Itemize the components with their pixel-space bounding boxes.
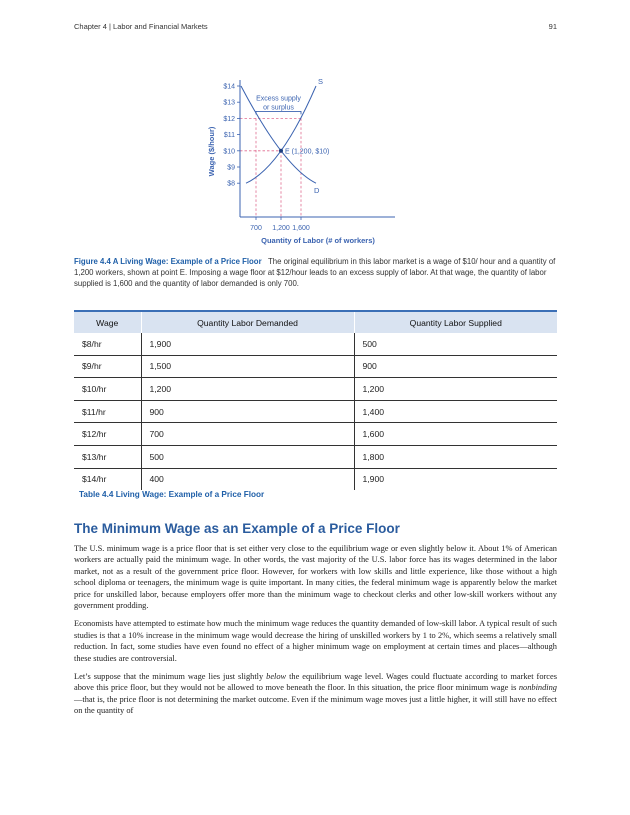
table-row (74, 378, 557, 401)
table-row (74, 333, 557, 355)
paragraph-text: the equilibrium wage level. Wages could fluctuate according to market forces above this price floor, but they would not be allowed to move beneath the floor. In this situation, the price floor minimum wage is (74, 672, 557, 693)
y-tick-label: $14 (223, 83, 235, 91)
table-cell-demanded: 1,900 (141, 333, 354, 355)
paragraph-text: Let’s suppose that the minimum wage lies just slightly (74, 672, 267, 682)
price-floor-chart (200, 72, 410, 252)
table-cell-supplied: 1,400 (354, 400, 557, 423)
table-cell-wage: $9/hr (74, 355, 141, 378)
page-number: 91 (548, 22, 557, 31)
table-cell-supplied: 1,800 (354, 445, 557, 468)
surplus-bracket (256, 111, 301, 114)
figure-caption-label: Figure 4.4 A Living Wage: Example of a Price Floor (74, 257, 262, 266)
table-cell-demanded: 1,500 (141, 355, 354, 378)
table-cell-demanded: 900 (141, 400, 354, 423)
table-caption: Table 4.4 Living Wage: Example of a Price Floor (79, 490, 265, 499)
demand-curve-label: D (314, 186, 320, 196)
surplus-annotation-line: Excess supply (256, 95, 301, 103)
table-cell-supplied: 1,600 (354, 423, 557, 446)
paragraph: Economists have attempted to estimate how much the minimum wage reduces the quantity demanded of low-skill labor. A typical result of such studies is that a 10% increase in the minimum wage would decrease the hiring of unskilled workers by 1 to 2%, which seems a relatively small reduction. In fact, some studies have even found no effect of a higher minimum wage on employment at certain times and places—although these studies are controversial. (74, 619, 557, 663)
y-tick-label: $8 (227, 180, 235, 188)
table-cell-supplied: 900 (354, 355, 557, 378)
surplus-annotation-line: or surplus (263, 104, 294, 112)
y-tick-label: $13 (223, 99, 235, 107)
figure-caption (74, 256, 557, 289)
table-cell-supplied: 1,200 (354, 378, 557, 401)
table-cell-wage: $14/hr (82, 474, 107, 485)
supply-curve-label: S (318, 77, 324, 86)
x-tick-label: 1,200 (272, 225, 290, 232)
x-axis-title: Quantity of Labor (# of workers) (261, 236, 375, 245)
y-tick-label: $12 (223, 115, 235, 123)
section-title: The Minimum Wage as an Example of a Price Floor (74, 521, 400, 536)
section-body (74, 543, 557, 724)
emphasis-nonbinding: nonbinding (518, 683, 557, 693)
table-row (74, 400, 557, 423)
table-row (74, 355, 557, 378)
table-header-row (74, 311, 557, 333)
table-header-demanded: Quantity Labor Demanded (141, 311, 354, 333)
table-cell-wage: $13/hr (74, 445, 141, 468)
table-cell-demanded: 500 (141, 445, 354, 468)
table-cell-wage: $8/hr (74, 333, 141, 355)
emphasis-below: below (266, 672, 287, 682)
surplus-annotation (256, 95, 301, 111)
table-row (74, 468, 557, 490)
paragraph: The U.S. minimum wage is a price floor that is set either very close to the equilibrium wage or even slightly below it. About 1% of American workers are actually paid the minimum wage. In other words, the vast majority of the U.S. labor force has its wages determined in the labor market, not as a result of the government price floor. However, for workers with low skills and little experience, like those without a high school diploma or teenagers, the minimum wage is quite important. In many cities, the federal minimum wage is apparently below the market price for unskilled labor, because employers offer more than the minimum wage to checkout clerks and other low-skill workers without any government prodding. (74, 544, 557, 611)
figure-caption-text: The original equilibrium in this labor market is a wage of $10/ hour and a quantity of 1,200 workers, shown at point E. Imposing a wage floor at $12/hour leads to an excess supply of labor. At that wage, the quantity of labor supplied is 1,600 and the quantity of labor demanded is only 700. (74, 257, 556, 288)
paragraph (74, 671, 557, 717)
y-tick-label: $10 (223, 148, 235, 156)
table-cell-wage: $11/hr (74, 400, 141, 423)
x-tick-label: 700 (250, 225, 262, 232)
wage-table (74, 310, 557, 490)
y-axis-title: Wage ($/hour) (207, 126, 216, 177)
paragraph-text: —that is, the price floor is not determining the market outcome. Even if the minimum wage moves just a little higher, it will still have no effect on the quantity of (74, 694, 557, 716)
table-cell-wage: $12/hr (74, 423, 141, 446)
x-tick-label: 1,600 (292, 225, 310, 232)
table-cell-demanded: 400 (141, 468, 354, 490)
table-cell-supplied: 1,900 (354, 468, 557, 490)
equilibrium-label: E (1,200, $10) (285, 148, 330, 156)
table-cell-demanded: 1,200 (141, 378, 354, 401)
table-header-wage: Wage (74, 311, 141, 333)
equilibrium-point (279, 149, 283, 153)
chapter-title: Chapter 4 | Labor and Financial Markets (74, 22, 208, 31)
table-cell-supplied: 500 (354, 333, 557, 355)
table-row (74, 423, 557, 446)
y-tick-label: $9 (227, 164, 235, 172)
table-cell-demanded: 700 (141, 423, 354, 446)
table-header-supplied: Quantity Labor Supplied (354, 311, 557, 333)
table-row (74, 445, 557, 468)
y-tick-label: $11 (223, 132, 235, 140)
table-cell-wage: $10/hr (74, 378, 141, 401)
